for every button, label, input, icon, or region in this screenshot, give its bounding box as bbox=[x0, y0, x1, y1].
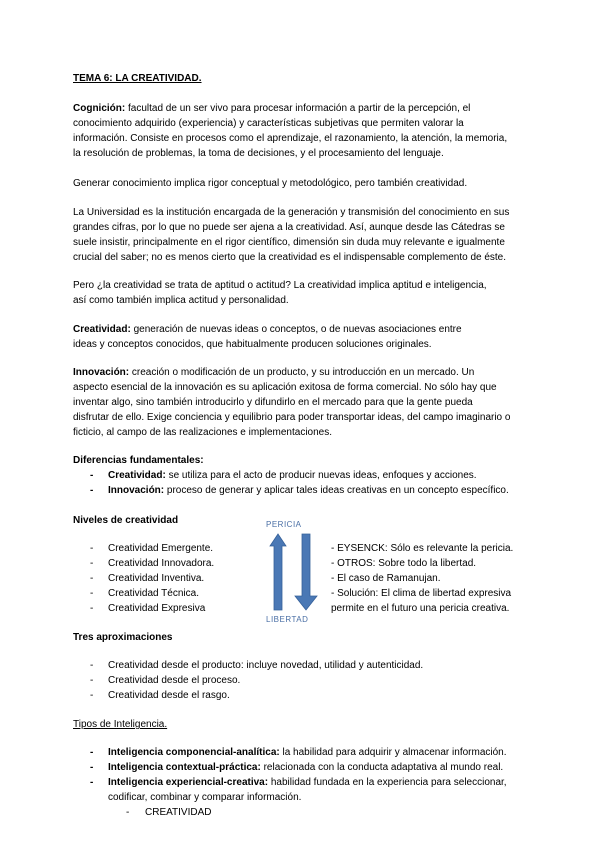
aproximacion-item: Creatividad desde el rasgo. bbox=[108, 690, 230, 701]
cognicion-line: conocimiento adquirido (experiencia) y características subjetivas que permiten valorar la bbox=[73, 118, 464, 129]
bullet-dash: - bbox=[90, 603, 94, 614]
inteligencia-continuation: codificar, combinar y comparar información. bbox=[108, 792, 302, 803]
bullet-dash: - bbox=[90, 470, 94, 481]
bullet-dash: - bbox=[90, 777, 94, 788]
cognicion-line: facultad de un ser vivo para procesar información a partir de la percepción, el bbox=[125, 103, 471, 114]
down-arrow-icon bbox=[295, 534, 317, 610]
cognicion-line: información. Consiste en procesos como el aprendizaje, el razonamiento, la atención, la memoria, bbox=[73, 133, 508, 144]
sub-item: CREATIVIDAD bbox=[145, 807, 212, 818]
arrows-diagram bbox=[268, 532, 324, 612]
inteligencia-text: relacionada con la conducta adaptativa al mundo real. bbox=[260, 762, 504, 773]
innovacion-line: inventar algo, sino también introducirlo y difundirlo en el mercado para que la gente pueda bbox=[73, 397, 473, 408]
bullet-dash: - bbox=[90, 690, 94, 701]
nivel-item: Creatividad Innovadora. bbox=[108, 558, 215, 569]
diferencia-term: Creatividad: bbox=[108, 470, 166, 481]
inteligencia-term: Inteligencia contextual-práctica: bbox=[108, 762, 261, 773]
inteligencia-term: Inteligencia experiencial-creativa: bbox=[108, 777, 269, 788]
pero-line: Pero ¿la creatividad se trata de aptitud o actitud? La creatividad implica aptitud e inteligencia, bbox=[73, 280, 487, 291]
bullet-dash: - bbox=[90, 558, 94, 569]
generar-paragraph: Generar conocimiento implica rigor conceptual y metodológico, pero también creatividad. bbox=[73, 178, 468, 189]
diferencias-heading: Diferencias fundamentales: bbox=[73, 455, 204, 466]
universidad-line: La Universidad es la institución encargada de la generación y transmisión del conocimiento en sus bbox=[73, 207, 510, 218]
diferencia-text: proceso de generar y aplicar tales ideas creativas en un concepto específico. bbox=[164, 485, 509, 496]
bullet-dash: - bbox=[90, 543, 94, 554]
bullet-dash: - bbox=[90, 485, 94, 496]
nivel-item: Creatividad Expresiva bbox=[108, 603, 206, 614]
creatividad-line: ideas y conceptos conocidos, que habitualmente producen soluciones originales. bbox=[73, 339, 432, 350]
diferencia-term: Innovación: bbox=[108, 485, 165, 496]
aproximacion-item: Creatividad desde el proceso. bbox=[108, 675, 241, 686]
nivel-item: Creatividad Inventiva. bbox=[108, 573, 205, 584]
inteligencia-text: habilidad fundada en la experiencia para seleccionar, bbox=[268, 777, 507, 788]
libertad-label: LIBERTAD bbox=[266, 615, 309, 624]
tipos-heading: Tipos de Inteligencia. bbox=[73, 719, 168, 730]
nivel-note: permite en el futuro una pericia creativa. bbox=[331, 603, 510, 614]
innovacion-line: disfrutar de ello. Exige conciencia y equilibrio para poder transportar ideas, del campo imaginario o bbox=[73, 412, 511, 423]
innovacion-line: ficticio, al campo de las realizaciones e implementaciones. bbox=[73, 427, 333, 438]
nivel-note: - OTROS: Sobre todo la libertad. bbox=[331, 558, 477, 569]
aproximaciones-heading: Tres aproximaciones bbox=[73, 632, 173, 643]
niveles-heading: Niveles de creatividad bbox=[73, 515, 179, 526]
nivel-note: - EYSENCK: Sólo es relevante la pericia. bbox=[331, 543, 514, 554]
bullet-dash: - bbox=[90, 747, 94, 758]
creatividad-term: Creatividad: bbox=[73, 324, 131, 335]
nivel-note: - Solución: El clima de libertad expresiva bbox=[331, 588, 512, 599]
bullet-dash: - bbox=[126, 807, 130, 818]
cognicion-term: Cognición: bbox=[73, 103, 126, 114]
page-title: TEMA 6: LA CREATIVIDAD. bbox=[73, 73, 202, 84]
universidad-line: crucial del saber; no es menos cierto que la creatividad es el indispensable complemento de éste. bbox=[73, 252, 507, 263]
universidad-line: suele insistir, principalmente en el rigor científico, dimensión sin duda muy relevante e igualmente bbox=[73, 237, 505, 248]
nivel-item: Creatividad Técnica. bbox=[108, 588, 199, 599]
bullet-dash: - bbox=[90, 588, 94, 599]
pero-line: así como también implica actitud y personalidad. bbox=[73, 295, 289, 306]
nivel-note: - El caso de Ramanujan. bbox=[331, 573, 441, 584]
bullet-dash: - bbox=[90, 660, 94, 671]
innovacion-line: creación o modificación de un producto, y su introducción en un mercado. Un bbox=[129, 367, 475, 378]
innovacion-term: Innovación: bbox=[73, 367, 130, 378]
bullet-dash: - bbox=[90, 675, 94, 686]
innovacion-line: aspecto esencial de la innovación es su aplicación exitosa de forma comercial. No sólo hay que bbox=[73, 382, 497, 393]
inteligencia-term: Inteligencia componencial-analítica: bbox=[108, 747, 280, 758]
cognicion-line: la resolución de problemas, la toma de decisiones, y el procesamiento del lenguaje. bbox=[73, 148, 444, 159]
universidad-line: grandes cifras, por lo que no puede ser ajena a la creatividad. Así, aunque desde las Cátedras se bbox=[73, 222, 505, 233]
up-arrow-icon bbox=[270, 534, 286, 610]
bullet-dash: - bbox=[90, 762, 94, 773]
aproximacion-item: Creatividad desde el producto: incluye novedad, utilidad y autenticidad. bbox=[108, 660, 424, 671]
nivel-item: Creatividad Emergente. bbox=[108, 543, 214, 554]
diferencia-text: se utiliza para el acto de producir nuevas ideas, enfoques y acciones. bbox=[165, 470, 477, 481]
pericia-label: PERICIA bbox=[266, 520, 302, 529]
inteligencia-text: la habilidad para adquirir y almacenar información. bbox=[279, 747, 507, 758]
creatividad-line: generación de nuevas ideas o conceptos, o de nuevas asociaciones entre bbox=[130, 324, 462, 335]
bullet-dash: - bbox=[90, 573, 94, 584]
